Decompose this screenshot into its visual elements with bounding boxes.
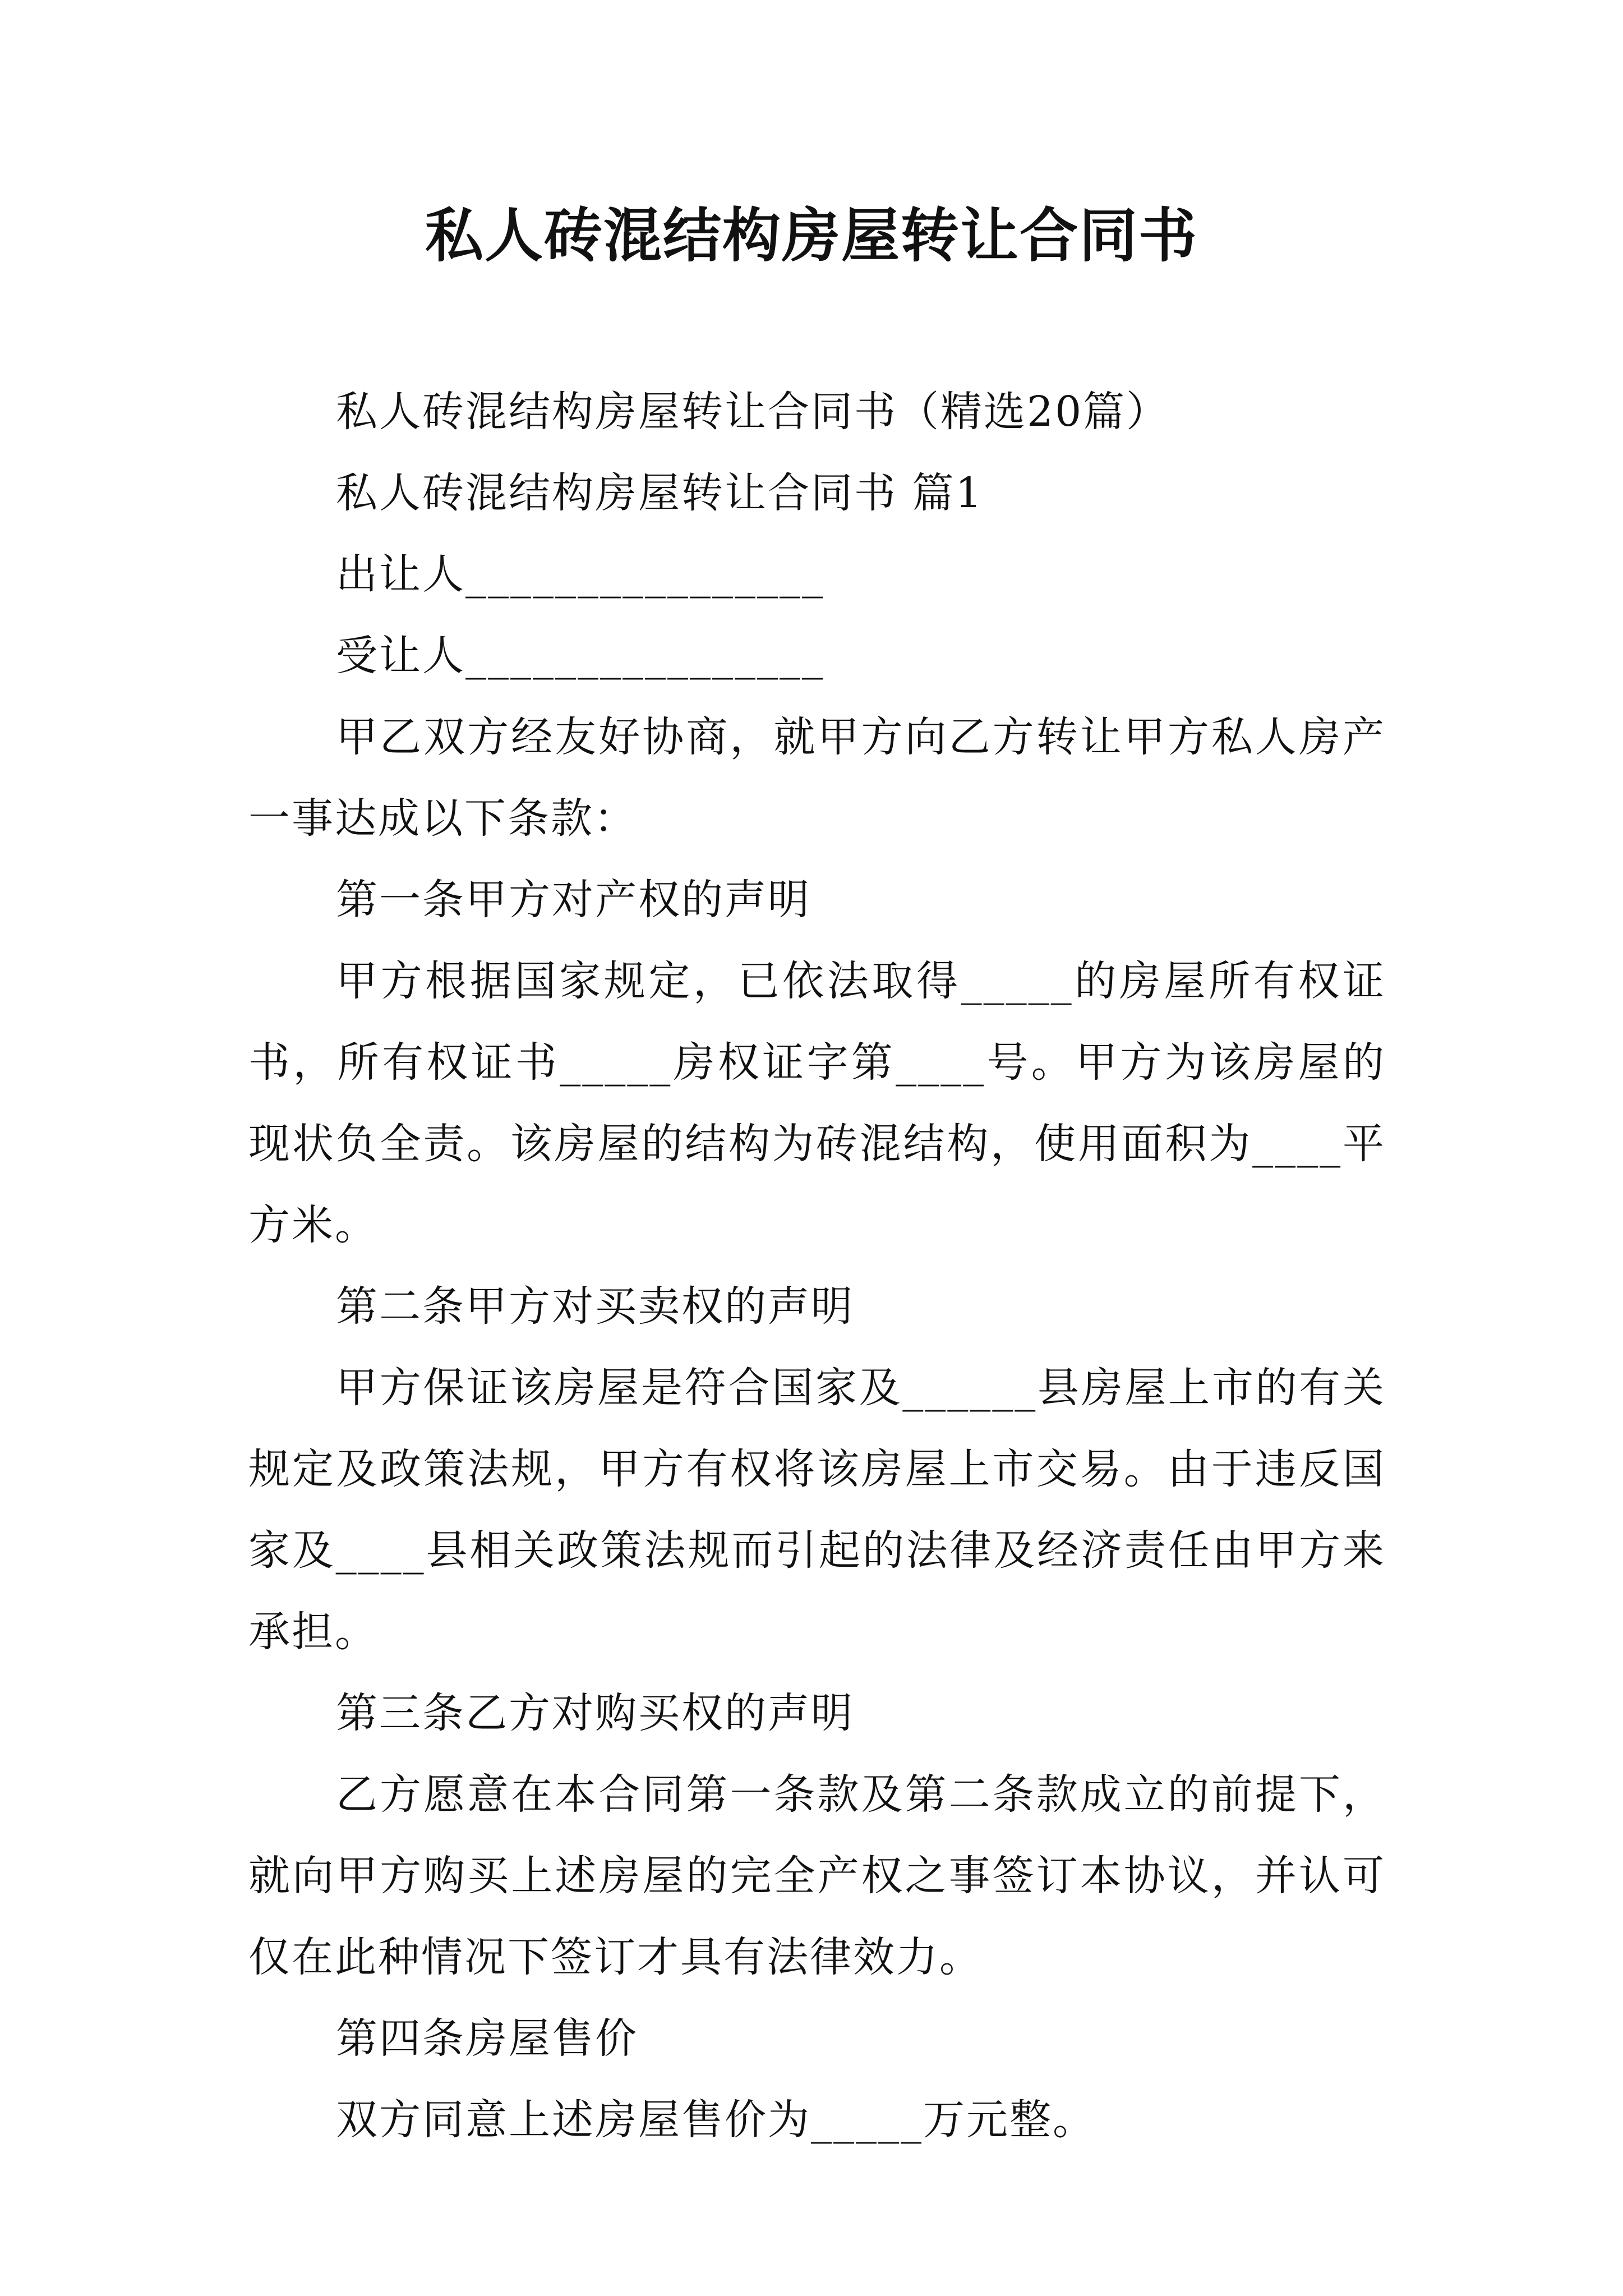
transferor-line: 出让人________________ bbox=[336, 550, 824, 599]
article-3-body: 乙方愿意在本合同第一条款及第二条款成立的前提下，就向甲方购买上述房屋的完全产权之事签订本协议，并认可仅在此种情况下签订才具有法律效力。 bbox=[248, 1770, 1386, 1981]
section-heading-part-1: 私人砖混结构房屋转让合同书 篇1 bbox=[336, 469, 984, 517]
article-1-body: 甲方根据国家规定，已依法取得_____的房屋所有权证书，所有权证书_____房权证字第____号。甲方为该房屋的现状负全责。该房屋的结构为砖混结构，使用面积为____平方米。 bbox=[248, 957, 1386, 1249]
transferee-line: 受让人________________ bbox=[336, 632, 824, 680]
article-2-heading: 第二条甲方对买卖权的声明 bbox=[336, 1282, 854, 1331]
preamble-paragraph: 甲乙双方经友好协商，就甲方向乙方转让甲方私人房产一事达成以下条款： bbox=[248, 713, 1386, 843]
subtitle-paragraph: 私人砖混结构房屋转让合同书（精选20篇） bbox=[336, 388, 1170, 436]
document-body bbox=[248, 371, 1386, 2161]
article-2-body: 甲方保证该房屋是符合国家及______县房屋上市的有关规定及政策法规，甲方有权将该房屋上市交易。由于违反国家及____县相关政策法规而引起的法律及经济责任由甲方来承担。 bbox=[248, 1364, 1386, 1656]
document-title: 私人砖混结构房屋转让合同书 bbox=[425, 201, 1198, 270]
article-3-heading: 第三条乙方对购买权的声明 bbox=[336, 1689, 854, 1737]
article-4-heading: 第四条房屋售价 bbox=[336, 2014, 638, 2063]
article-4-body: 双方同意上述房屋售价为_____万元整。 bbox=[336, 2096, 1096, 2144]
article-1-heading: 第一条甲方对产权的声明 bbox=[336, 876, 811, 924]
